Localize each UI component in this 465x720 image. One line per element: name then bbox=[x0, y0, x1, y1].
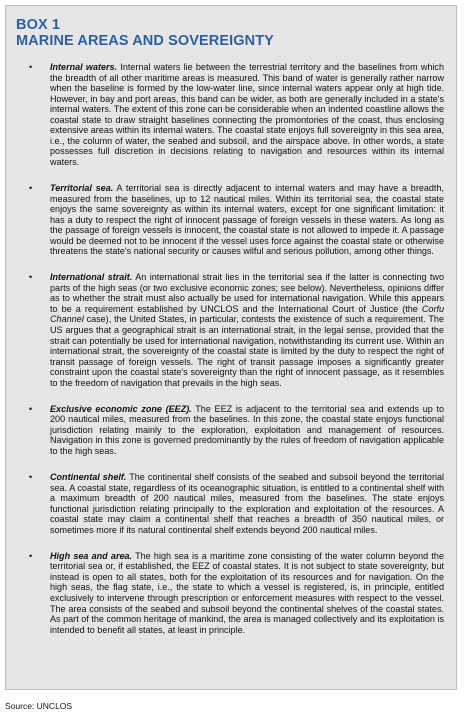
marine-areas-box bbox=[5, 5, 457, 690]
item-text: The EEZ is adjacent to the territorial sea and extends up to 200 nautical miles, measured from the baselines. In this zone, the coastal state enjoys functional jurisdiction relating mainly to the exploration, exploitation and management of resources. Navigation in this zone is governed predominantly by the rules of freedom of navigation applicable to the high seas. bbox=[50, 403, 444, 456]
box-header bbox=[6, 6, 456, 49]
item-term: Exclusive economic zone (EEZ). bbox=[50, 403, 192, 414]
list-item-international-strait bbox=[6, 272, 456, 388]
item-text: The continental shelf consists of the seabed and subsoil beyond the territorial sea. A coastal state, regardless of its oceanographic situation, is entitled to a continental shelf with a maximum breadth of 200 nautical miles, measured from the baselines. The state enjoys functional jurisdiction relating principally to the exploration and exploitation of the resources. A coastal state may claim a continental shelf that reaches a breadth of 350 nautical miles, or sometimes more if its natural continental shelf extends beyond 200 nautical miles. bbox=[50, 472, 445, 535]
bullet-icon: • bbox=[29, 472, 33, 483]
bullet-icon: • bbox=[29, 62, 33, 72]
bullet-icon: • bbox=[29, 182, 33, 193]
item-text: The high sea is a maritime zone consisting of the water column beyond the territorial sea or, if established, the EEZ of coastal states. It is not subject to state sovereignty, but instead is open to all states, both for the exploitation of its resources and for navigation. On the high seas, the flag state, i.e., the state to which a vessel is registered, is, in principle, entitled exclusively to intervene through prescription or enforcement measures with respect to the vessel. The area consists of the seabed and subsoil beyond the continental shelves of the coastal states. As part of the common heritage of mankind, the area is managed collectively and its exploitation is intended to benefit all states, at least in principle. bbox=[50, 550, 444, 635]
item-text-continued: case), the United States, in particular, contests the existence of such a requirement. The US argues that a geographical strait is an international strait, in the legal sense, provided that the strait can potentially be used for international navigation, notwithstanding its current use. Within an international strait, the sovereignty of the coastal state is limited by the duty to respect the right of transit passage of foreign vessels. The right of transit passage imposes a significantly greater constraint upon the coastal state's sovereignty than the right of innocent passage, as it resembles to the freedom of navigation that prevails in the high seas. bbox=[50, 314, 444, 388]
bullet-icon: • bbox=[29, 272, 33, 283]
item-text: Internal waters lie between the terrestrial territory and the baselines from which the breadth of all other maritime areas is measured. This band of water is generally rather narrow when the baseline is formed by the low-water line, since internal waters appear only at high tide. However, in bay and port areas, this band can be wider, as both are generally included in a state's internal waters. The extent of this zone can be considerable when an indented coastline allows the coastal state to draw straight baselines connecting the promontories of the coast, thus enclosing extensive areas within its internal waters. The coastal state enjoys full sovereignty in this sea area, i.e., the column of water, the seabed and subsoil, and the airspace above. In other words, a state possesses full discretion in decisions relating to navigation and resources within its internal waters. bbox=[50, 62, 444, 167]
case-name: Corfu Channel bbox=[50, 303, 444, 325]
box-label: BOX 1 bbox=[16, 17, 61, 33]
bullet-list bbox=[6, 62, 456, 651]
item-text: A territorial sea is directly adjacent to internal waters and may have a breadth, measured from the baselines, up to 12 nautical miles. Within its territorial sea, the coastal state enjoys the same sovereignty as within its internal waters, except for one significant limitation: it has a duty to respect the right of innocent passage of foreign vessels in these waters. As long as the passage of foreign vessels is innocent, the coastal state is not allowed to impede it. A passage would be deemed not to be innocent if the vessel uses force against the coastal state or otherwise threatens the state's national security or causes wilful and serious pollution, among other things. bbox=[50, 182, 444, 257]
item-term: Territorial sea. bbox=[50, 182, 114, 193]
box-title: MARINE AREAS AND SOVEREIGNTY bbox=[16, 33, 274, 49]
item-term: Internal waters. bbox=[50, 62, 118, 72]
item-term: International strait. bbox=[50, 272, 133, 283]
list-item-continental-shelf bbox=[6, 472, 456, 535]
list-item-internal-waters bbox=[6, 62, 456, 167]
item-term: High sea and area. bbox=[50, 550, 133, 561]
bullet-icon: • bbox=[29, 403, 33, 414]
list-item-high-sea bbox=[6, 551, 456, 635]
item-text: An international strait lies in the territorial sea if the latter is connecting two parts of the high seas (or two exclusive economic zones; see below). Nevertheless, opinions differ as to whether the strait must also actually be used for international navigation. While this appears to be a requirement established by UNCLOS and the International Court of Justice (the bbox=[50, 272, 444, 314]
bullet-icon: • bbox=[29, 550, 33, 561]
item-term: Continental shelf. bbox=[50, 472, 127, 483]
list-item-territorial-sea bbox=[6, 183, 456, 257]
source-note: Source: UNCLOS bbox=[5, 701, 73, 711]
list-item-eez bbox=[6, 404, 456, 457]
